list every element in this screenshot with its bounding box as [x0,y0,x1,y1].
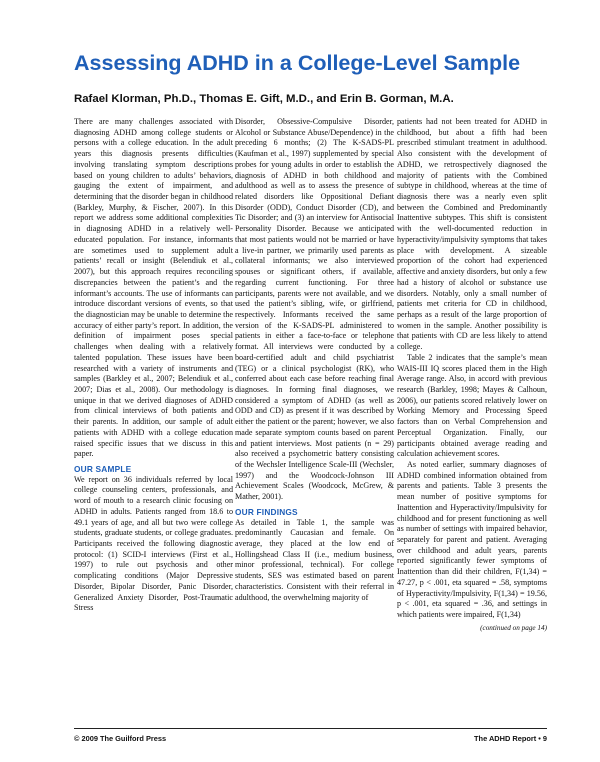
continued-note: (continued on page 14) [480,623,547,632]
intro-paragraph: There are many challenges associated with diagnosing ADHD among college students or persons with a college education. In the adult years this diagnosis presents difficulties involving translating symptom descriptions based on young children to adults’ behaviors, gauging the extent of impairment, and determining that the disorder began in childhood (Barkley, Murphy, & Fischer, 2007). In this report we address some additional complexities in diagnosing ADHD in a relatively well-educated population. For instance, informants are sometimes used to supplement adult patients’ recall or insight (Belendiuk et al., 2007), but this approach requires reconciling discrepancies between the patient’s and the informant’s accounts. The use of informants can introduce discordant versions of events, so that the diagnostician may be unable to determine the accuracy of either party’s report. In addition, the definition of impairment poses special challenges when dealing with a relatively talented population. These issues have been researched with a variety of instruments and samples (Barkley et al., 2007; Belendiuk et al., 2007; Dias et al., 2008). Our methodology is unique in that we derived diagnoses of ADHD from clinical interviews of both patients and their parents. In addition, our sample of adult patients with ADHD with a college education raised specific issues that we discuss in this paper. [74,117,233,459]
text-column-1 [74,117,233,717]
footer-divider [74,728,547,729]
protocol-paragraph: Disorder, Obsessive-Compulsive Disorder, Alcohol or Substance Abuse/Dependence) in the preceding 6 months; (2) The K-SADS-PL (Kaufman et al., 1997) supplemented by special probes for young adults in order to establish the diagnosis of ADHD in both childhood and adulthood as well as to assess the presence of related disorders like Oppositional Defiant Disorder (ODD), Conduct Disorder (CD), and Tic Disorder; and (3) an interview for Antisocial Personality Disorder. Because we anticipated that most patients would not be married or have a live-in partner, we primarily used parents as collateral informants; we also interviewed spouses or significant others, if available, regarding current functioning. For three participants, parents were not available, and we used the patient’s sibling, wife, or girlfriend, respectively. Informants received the same version of the K-SADS-PL administered to patients in either a face-to-face or telephone format. All interviews were conducted by a board-certified adult and child psychiatrist (TEG) or a clinical psychologist (RK), who conferred about each case before reaching final diagnoses. In forming final diagnoses, we considered a symptom of ADHD (as well as ODD and CD) as present if it was described by either the patient or the parent; however, we also made separate symptom counts based on parent and patient interviews. Most patients (n = 29) also received a psychometric battery consisting of the Wechsler Intelligence Scale-III (Wechsler, 1997) and the Woodcock-Johnson III Achievement Scales (Woodcock, McGrew, & Mather, 2001). [235,117,394,502]
sample-paragraph: We report on 36 individuals referred by local college counseling centers, professionals, and word of mouth to a research clinic focusing on ADHD in adults. Patients ranged from 18.6 to 49.1 years of age, and all but two were college students, graduate students, or college graduates. Participants received the following diagnostic protocol: (1) SCID-I interviews (First et al., 1997) to rule out psychosis and other complicating conditions (Major Depressive Disorder, Bipolar Disorder, Panic Disorder, Generalized Anxiety Disorder, Post-Traumatic Stress [74,474,233,613]
findings-continued-paragraph: patients had not been treated for ADHD in childhood, but about a fifth had been prescribed stimulant treatment in adulthood. Also consistent with the development of ADHD, we retrospectively diagnosed the majority of patients with the Combined subtype in childhood, whereas at the time of diagnosis there was a nearly even split between the Combined and Predominantly Inattentive subtypes. This shift is consistent with the well-documented reduction in hyperactivity/impulsivity symptoms that takes place with development. A sizeable proportion of the cohort had experienced affective and anxiety disorders, but only a few had a history of alcohol or substance use disorders. Notably, only a small number of patients met criteria for CD in childhood, perhaps as a result of the large proportion of women in the sample. Another possibility is that patients with CD are less likely to attend college. [397,117,547,352]
footer-copyright: © 2009 The Guilford Press [74,734,167,743]
footer-page-number: The ADHD Report • 9 [474,734,547,743]
article-authors: Rafael Klorman, Ph.D., Thomas E. Gift, M.D., and Erin B. Gorman, M.A. [74,93,454,105]
table2-paragraph: Table 2 indicates that the sample’s mean WAIS-III IQ scores placed them in the High Average range. Also, in accord with previous research (Barkley, 1998; Mayes & Calhoun, 2006), our patients scored relatively lower on Working Memory and Processing Speed factors than on Verbal Comprehension and Perceptual Organization. Finally, our participants obtained average reading and calculation achievement scores. [397,352,547,459]
section-heading-our-sample: OUR SAMPLE [74,464,132,474]
section-heading-our-findings: OUR FINDINGS [235,506,298,517]
article-title: Assessing ADHD in a College-Level Sample [74,51,521,75]
text-column-2 [235,117,394,717]
text-column-3 [397,117,547,717]
findings-paragraph: As detailed in Table 1, the sample was predominantly Caucasian and female. On average, they placed at the low end of Hollingshead Class II (i.e., medium business, minor professional, technical). For college students, SES was estimated based on parent characteristics. Consistent with their referral in adulthood, the overwhelming majority of [235,517,394,602]
symptoms-paragraph: As noted earlier, summary diagnoses of ADHD combined information obtained from parents and patients. Table 3 presents the mean number of positive symptoms for Inattention and Hyperactivity/Impulsivity for childhood and for present functioning as well as number of settings with impaired behavior, separately for parent and patient. Averaging over childhood and adult years, parents reported significantly fewer symptoms of Inattention than did their children, F(1,34) = 47.27, p < .001, eta squared = .58, symptoms of Hyperactivity/Impulsivity, F(1,34) = 19.56, p < .001, eta squared = .36, and settings in which patients were impaired, F(1,34) [397,460,547,620]
